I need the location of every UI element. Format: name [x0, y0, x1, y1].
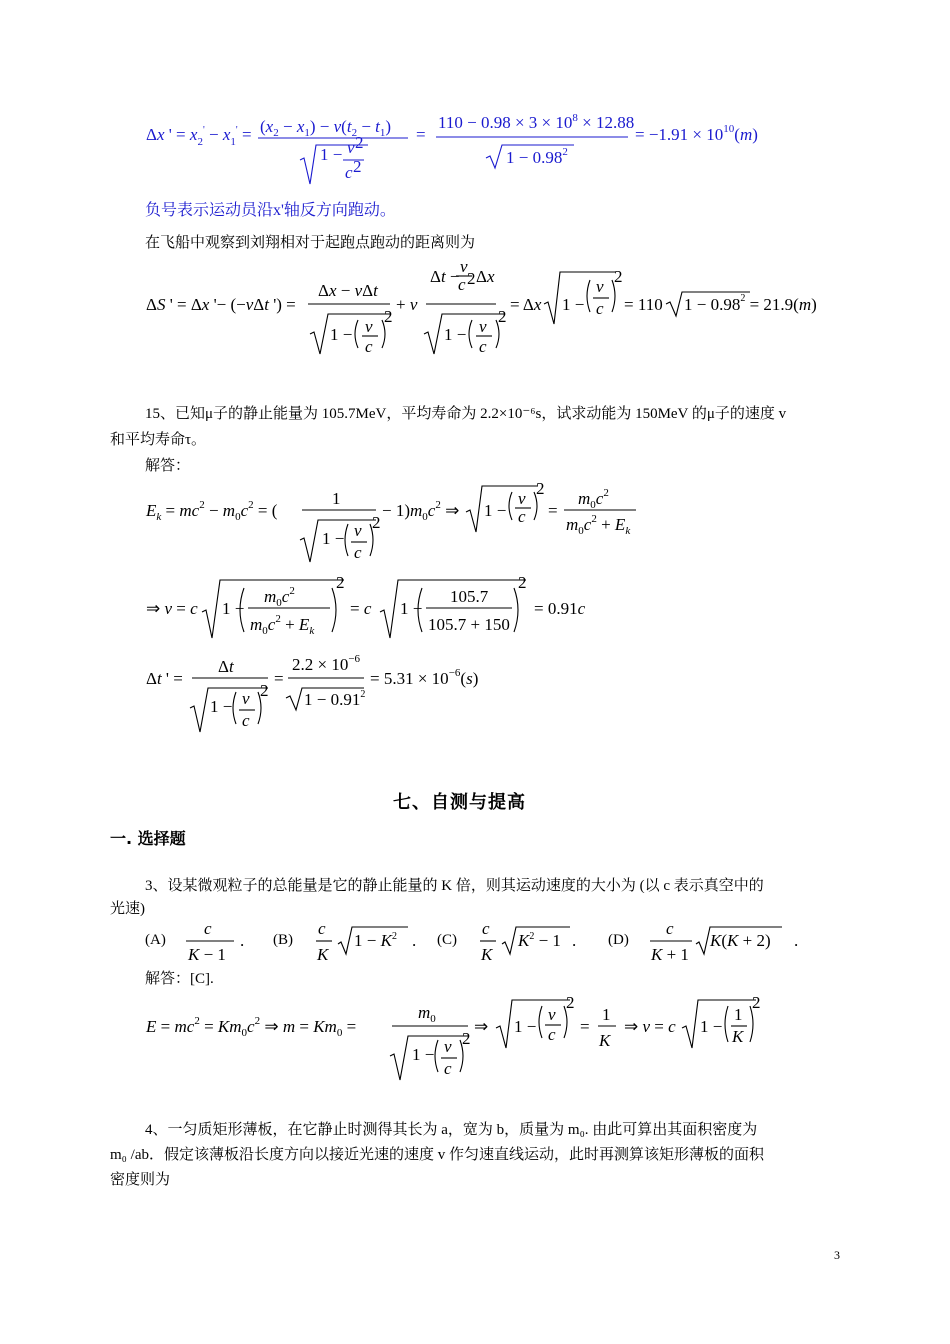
svg-text:2: 2: [462, 1029, 471, 1048]
svg-text:v: v: [460, 257, 468, 276]
negative-sign-note: 负号表示运动员沿x'轴反方向跑动。: [145, 202, 396, 219]
q3-answer: 解答：[C].: [145, 971, 214, 987]
svg-text:1: 1: [602, 1005, 611, 1024]
svg-text:2: 2: [518, 573, 527, 592]
q4-text-line2: m₀ /ab．假定该薄板沿长度方向以接近光速的速度 v 作匀速直线运动，此时再测算该矩形薄板的面积: [110, 1147, 764, 1163]
svg-text:.: .: [412, 931, 417, 950]
q15-text-line1: 15、已知μ子的静止能量为 105.7MeV，平均寿命为 2.2×10⁻⁶s，试求动能为 150MeV 的μ子的速度 v: [145, 406, 787, 422]
svg-text:m0c2 + Ek: $m_0c^2 + E_k$: [250, 613, 315, 637]
svg-text:.: .: [572, 931, 577, 950]
q15-text-line2: 和平均寿命τ。: [110, 432, 207, 448]
svg-text:= −1.91 × 1010(m): = $-1.91 \times 10^{10}(m)$: [635, 123, 758, 144]
svg-text:1 −: 1 −: [562, 295, 585, 314]
distance-intro: 在飞船中观察到刘翔相对于起跑点跑动的距离则为: [145, 235, 476, 251]
subsection-title: 一. 选择题: [110, 829, 186, 848]
svg-text:K: K: [732, 1027, 744, 1046]
option-c-label: (C): [437, 932, 457, 948]
svg-text:1 − 0.912: $1 - 0.91^2$: [304, 689, 366, 709]
svg-text:c: c: [666, 919, 674, 938]
svg-text:.: .: [240, 931, 245, 950]
svg-text:2: 2: [536, 479, 545, 498]
svg-text:=: =: [274, 669, 284, 688]
q3-text-line1: 3、设某微观粒子的总能量是它的静止能量的 K 倍，则其运动速度的大小为 (以 c 表示真空中的: [145, 878, 764, 894]
svg-text:.: .: [794, 931, 799, 950]
svg-text:= Δx: = Δx: [510, 295, 542, 314]
equation-velocity: [140, 574, 620, 646]
svg-text:c: c: [444, 1059, 452, 1078]
svg-text:2: 2: [467, 269, 476, 288]
svg-text:Δt −: Δt −: [430, 267, 460, 286]
svg-text:c: c: [482, 919, 490, 938]
svg-text:v: v: [365, 317, 373, 336]
svg-text:c: c: [242, 711, 250, 730]
svg-text:c: c: [318, 919, 326, 938]
svg-text:c: c: [548, 1025, 556, 1044]
svg-text:(x2 − x1) − v(t2 − t1): $(x_2 - x_1) - v(t_2 - t_1)$: [260, 117, 392, 139]
option-a-label: (A): [145, 932, 166, 948]
svg-text:2: 2: [336, 573, 345, 592]
svg-text:=: =: [548, 501, 558, 520]
svg-text:105.7: 105.7: [450, 587, 489, 606]
svg-text:2.2 × 10−6: $2.2 \times 10^{-6}$: [292, 653, 361, 674]
svg-text:m0: $m_0$: [418, 1003, 436, 1025]
svg-text:Δx: Δx: [476, 267, 495, 286]
svg-text:=: =: [580, 1017, 590, 1036]
svg-text:⇒ v = c: ⇒ v = c: [624, 1017, 676, 1036]
svg-text:c: c: [354, 543, 362, 562]
svg-text:− 1)m0c2 ⇒: − $1)m_0c^2$ ⇒: [382, 499, 460, 523]
svg-text:K2 − 1: $K^2 - 1$: [518, 931, 561, 950]
svg-text:1 −: 1 −: [412, 1045, 435, 1064]
q4-text-line3: 密度则为: [110, 1172, 171, 1188]
svg-text:v: v: [548, 1005, 556, 1024]
svg-text:K: K: [481, 945, 493, 964]
svg-text:= c: = c: [350, 599, 372, 618]
svg-text:1 −: 1 −: [700, 1017, 723, 1036]
q15-answer-label: 解答：: [145, 458, 191, 474]
svg-text:Ek = mc2 − m0c2 = (: $E_k = mc^2 - m_0c^2$ = (: [146, 499, 278, 523]
page-number: 3: [834, 1248, 840, 1262]
svg-text:1 −: 1 −: [330, 325, 353, 344]
svg-text:c: c: [204, 919, 212, 938]
svg-text:v: v: [596, 277, 604, 296]
svg-text:m0c2: $m_0c^2$: [264, 585, 295, 609]
svg-text:K: K: [317, 945, 329, 964]
equation-q3-solution: [140, 992, 780, 1088]
q4-text-line1: 4、一匀质矩形薄板，在它静止时测得其长为 a，宽为 b，质量为 m₀. 由此可算出其面积密度为: [145, 1122, 758, 1138]
svg-text:2: 2: [353, 157, 362, 176]
svg-text:1 −: 1 −: [322, 529, 345, 548]
svg-text:1 − 0.982 = 21.9(m): $1 - 0.98^2 = 21.9(m)$: [684, 293, 817, 314]
svg-text:2: 2: [384, 307, 393, 326]
svg-text:Δt ' =: Δt ' =: [146, 669, 183, 688]
option-d-formula: [648, 918, 818, 968]
svg-text:2: 2: [260, 681, 269, 700]
svg-text:1 −: 1 −: [210, 697, 233, 716]
q3-text-line2: 光速): [110, 901, 145, 917]
svg-text:K: K: [599, 1031, 611, 1050]
option-d-label: (D): [608, 932, 629, 948]
svg-text:1 − 0.982: $1 - 0.98^2$: [506, 146, 568, 167]
svg-text:1 −: 1 −: [444, 325, 467, 344]
svg-text:=: =: [416, 125, 426, 144]
svg-text:1 −: 1 −: [320, 145, 343, 164]
svg-text:2: 2: [355, 133, 364, 152]
svg-text:110 − 0.98 × 3 × 108 × 12.88: $110 - 0.98 \times 3 \times 10^8 \times 12.88$: [438, 112, 635, 132]
svg-text:1 − K2: $1 - K^2$: [354, 931, 397, 950]
svg-text:2: 2: [498, 307, 507, 326]
svg-text:v: v: [444, 1037, 452, 1056]
svg-text:v: v: [479, 317, 487, 336]
svg-text:2: 2: [372, 513, 381, 532]
svg-text:K + 1: K + 1: [651, 945, 689, 964]
equation-kinetic-energy: [140, 479, 660, 572]
svg-text:Δx − vΔt: Δx − vΔt: [318, 281, 378, 300]
svg-text:v: v: [518, 489, 526, 508]
svg-text:m0c2: $m_0c^2$: [578, 487, 609, 511]
option-b-formula: [312, 918, 422, 968]
option-b-label: (B): [273, 932, 293, 948]
equation-delta-s-prime: [140, 258, 840, 368]
svg-text:E = mc2 = Km0c2 ⇒ m = Km0 =: $E = mc^2 = Km_0c^2$ ⇒ $m = Km_0$ =: [146, 1015, 357, 1039]
svg-text:2: 2: [752, 993, 761, 1012]
svg-text:⇒ v = c: ⇒ v = c: [146, 599, 198, 618]
equation-delta-x-prime: [140, 108, 800, 190]
svg-text:1: 1: [734, 1005, 743, 1024]
section-title: 七、自测与提高: [393, 792, 526, 813]
svg-text:+ v: + v: [396, 295, 418, 314]
svg-text:v: v: [354, 521, 362, 540]
svg-text:c: c: [479, 337, 487, 356]
svg-text:⇒: ⇒: [474, 1017, 489, 1036]
svg-text:1: 1: [332, 489, 341, 508]
svg-text:v: v: [347, 138, 355, 157]
svg-text:2: 2: [614, 267, 623, 286]
svg-text:1 −: 1 −: [514, 1017, 537, 1036]
svg-text:1 −: 1 −: [484, 501, 507, 520]
svg-text:= 110: = 110: [624, 295, 663, 314]
svg-text:K(K + 2): K(K + 2): [710, 931, 771, 950]
equation-time-dilation: [140, 650, 520, 742]
svg-text:105.7 + 150: 105.7 + 150: [428, 615, 510, 634]
svg-text:Δx ' = x2' − x1' =: Δx ' = $x_2' - x_1'$ =: [146, 125, 252, 148]
svg-text:Δt: Δt: [218, 657, 234, 676]
svg-text:= 0.91c: = 0.91c: [534, 599, 586, 618]
svg-text:v: v: [242, 689, 250, 708]
svg-text:c: c: [345, 163, 353, 182]
svg-text:c: c: [518, 507, 526, 526]
svg-text:m0c2 + Ek: $m_0c^2 + E_k$: [566, 513, 631, 537]
option-a-formula: [182, 918, 252, 968]
svg-text:2: 2: [566, 993, 575, 1012]
svg-text:c: c: [596, 299, 604, 318]
svg-text:1 −: 1 −: [400, 599, 423, 618]
svg-text:1 −: 1 −: [222, 599, 245, 618]
svg-text:c: c: [365, 337, 373, 356]
svg-text:= 5.31 × 10−6(s): = $5.31 \times 10^{-6}(s)$: [370, 667, 479, 688]
svg-text:K − 1: K − 1: [188, 945, 226, 964]
svg-text:ΔS ' = Δx '− (−vΔt ') =: ΔS ' = Δx '− (−vΔt ') =: [146, 295, 296, 314]
svg-text:c: c: [458, 275, 466, 294]
option-c-formula: [476, 918, 586, 968]
